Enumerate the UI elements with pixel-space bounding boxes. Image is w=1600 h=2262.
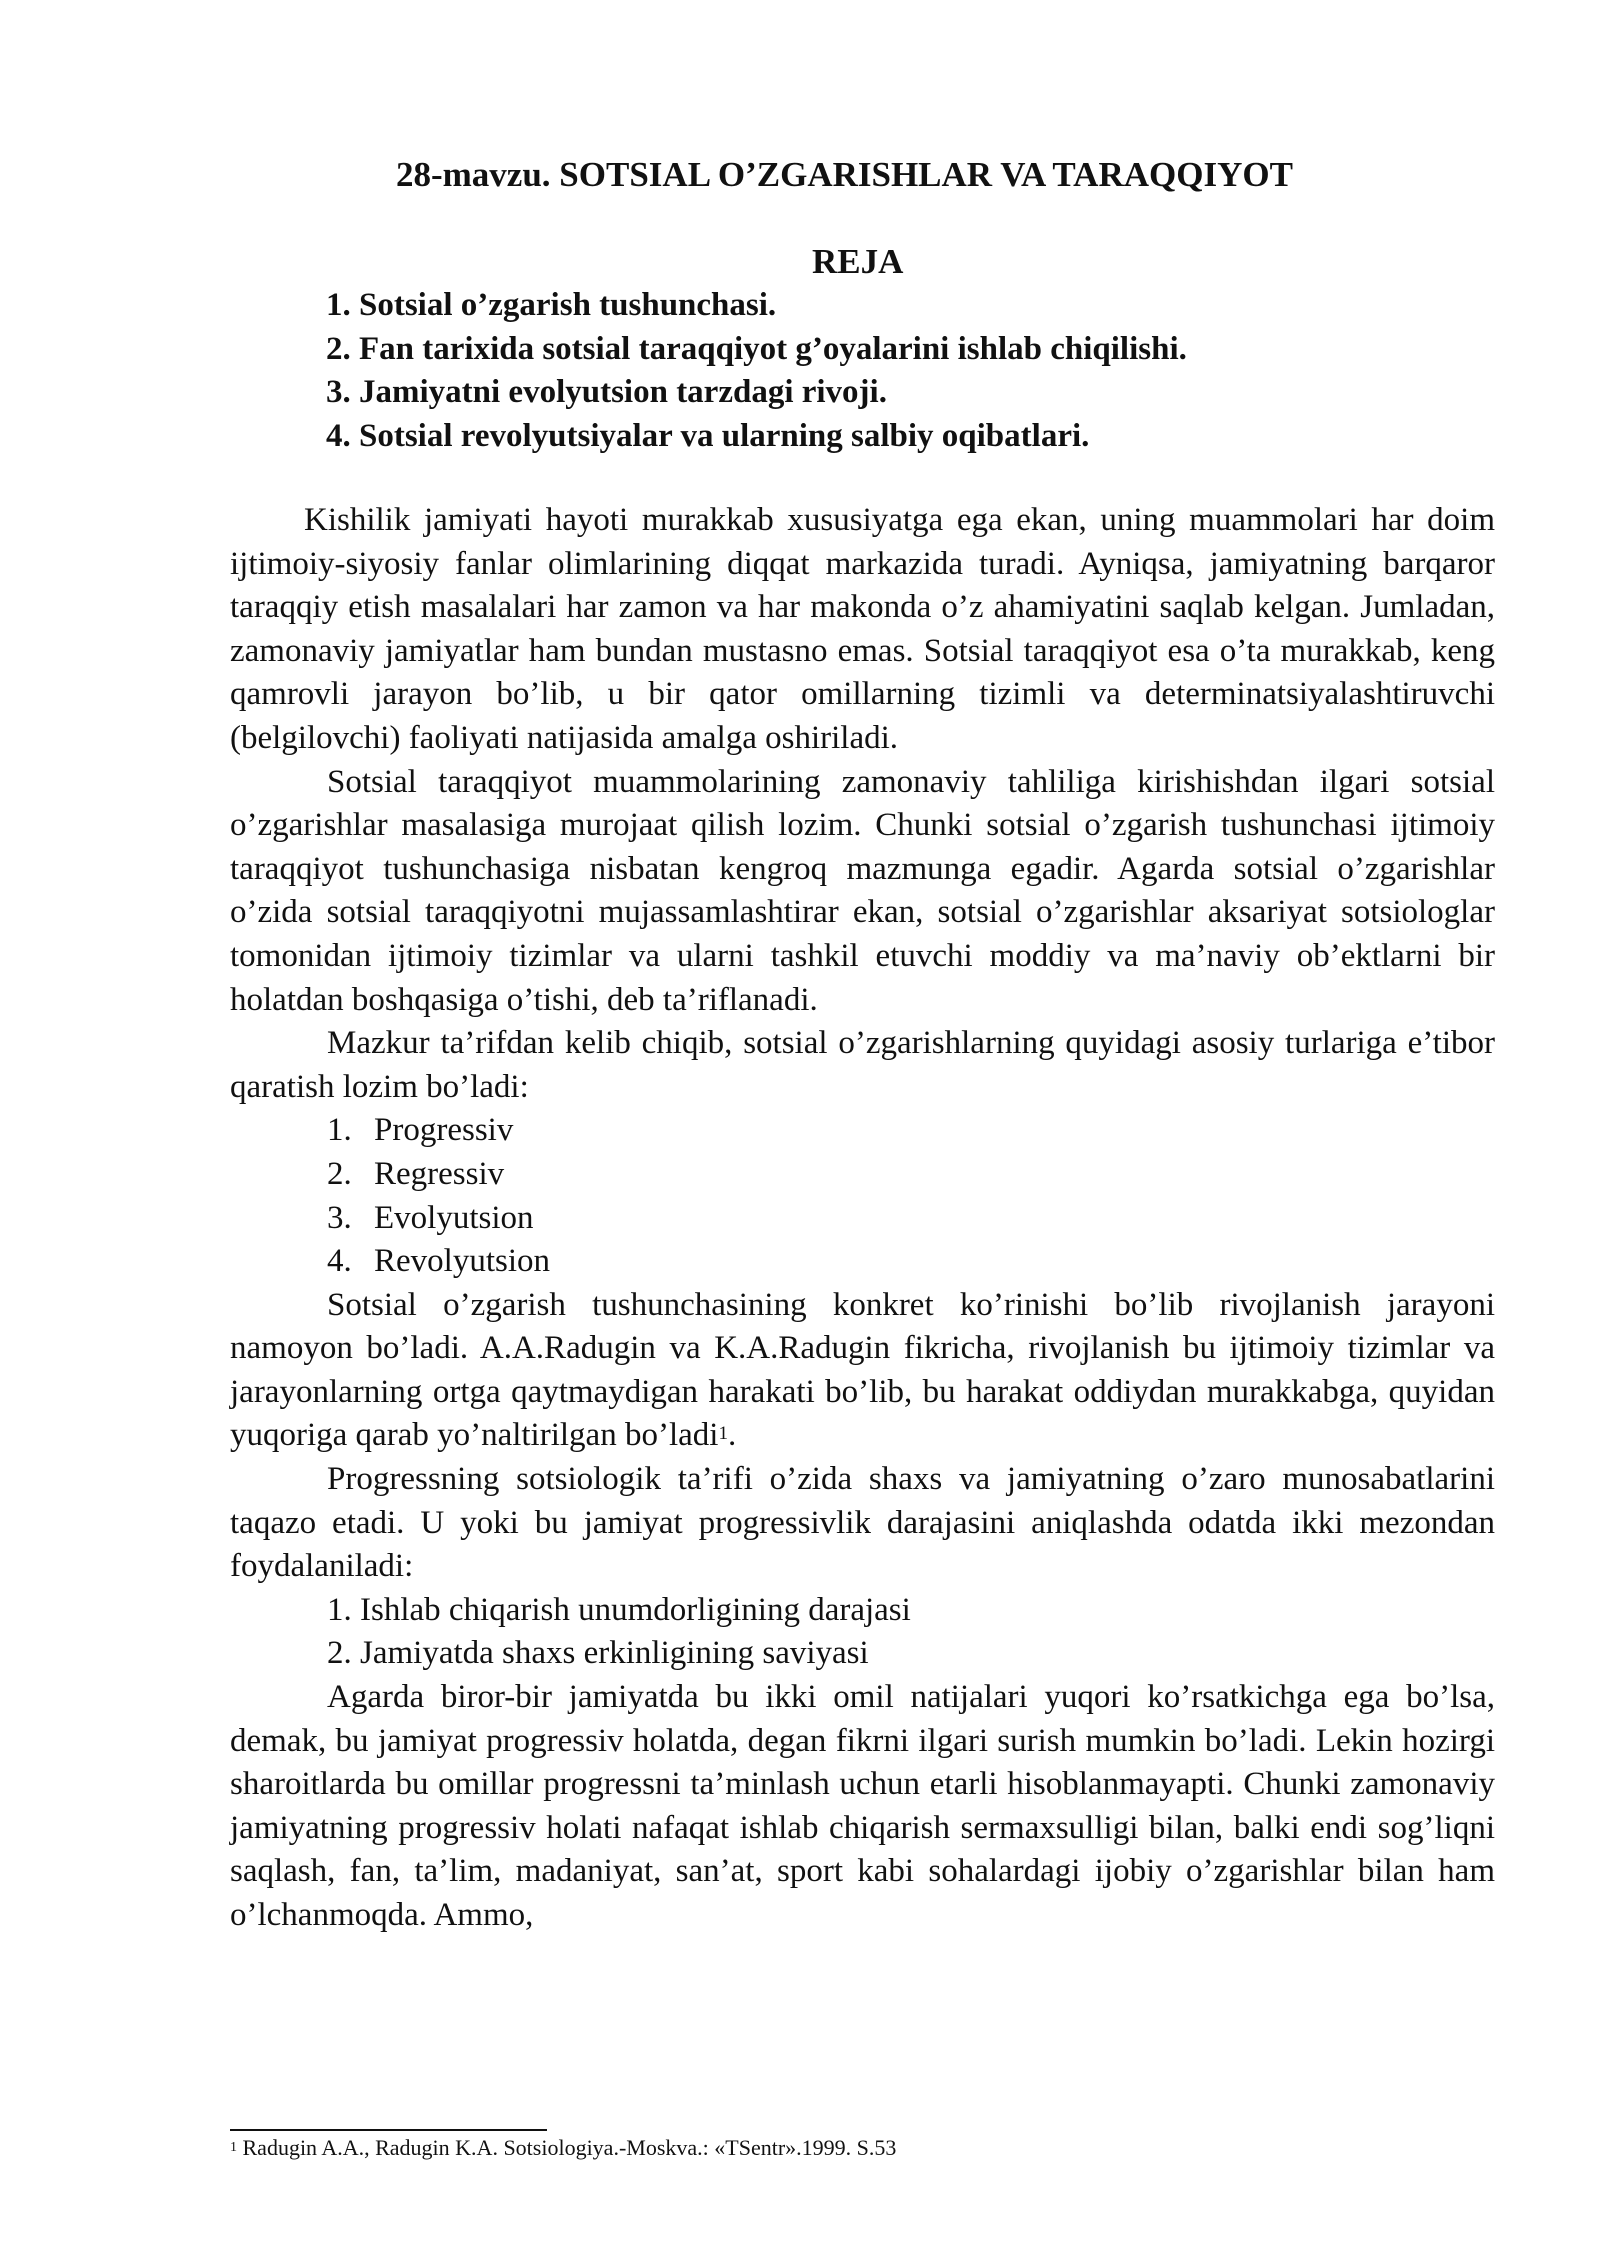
list-item-label: Regressiv (374, 1155, 505, 1192)
footnote-mark: 1 (230, 2140, 237, 2155)
paragraph-development-text: Sotsial o’zgarish tushunchasining konkret ko’rinishi bo’lib rivojlanish jarayoni namoyon bo’ladi. A.A.Radugin va K.A.Radugin fikricha, rivojlanish bu ijtimoiy tizimlar va jarayonlarning ortga qaytmaydigan harakati bo’lib, bu harakat oddiydan murakkabga, quyidan yuqoriga qarab yo’naltirilgan bo’ladi (230, 1286, 1495, 1454)
criteria-item: 1. Ishlab chiqarish unumdorligining darajasi (327, 1591, 911, 1628)
footnote-divider (230, 2129, 547, 2131)
list-item-type (230, 1240, 1495, 1284)
paragraph-progress: Progressning sotsiologik ta’rifi o’zida shaxs va jamiyatning o’zaro munosabatlarini taqazo etadi. U yoki bu jamiyat progressivlik darajasini aniqlashda odatda ikki mezondan foydalaniladi: (230, 1461, 1495, 1585)
footnote-text: Radugin A.A., Radugin K.A. Sotsiologiya.-Moskva.: «TSentr».1999. S.53 (237, 2135, 897, 2160)
list-item-number: 3. (327, 1199, 352, 1236)
plan-list (326, 284, 1187, 458)
sentence-end: . (727, 1417, 737, 1454)
list-item-number: 4. (327, 1243, 352, 1280)
plan-item: 2. Fan tarixida sotsial taraqqiyot g’oyalarini ishlab chiqilishi. (326, 330, 1187, 367)
list-item-label: Progressiv (374, 1112, 514, 1149)
plan-item: 1. Sotsial o’zgarish tushunchasi. (326, 287, 777, 323)
plan-item: 3. Jamiyatni evolyutsion tarzdagi rivoji. (326, 374, 887, 410)
list-item-number: 1. (327, 1112, 352, 1149)
page-title: 28-mavzu. SOTSIAL O’ZGARISHLAR VA TARAQQIYOT (396, 155, 1293, 194)
plan-heading: REJA (812, 242, 904, 281)
paragraph-intro: Kishilik jamiyati hayoti murakkab xususiyatga ega ekan, uning muammolari har doim ijtimoiy-siyosiy fanlar olimlarining diqqat markazida turadi. Ayniqsa, jamiyatning barqaror taraqqiy etish masalalari har zamon va har makonda o’z ahamiyatini saqlab kelgan. Jumladan, zamonaviy jamiyatlar ham bundan mustasno emas. Sotsial taraqqiyot esa o’ta murakkab, keng qamrovli jarayon bo’lib, u bir qator omillarning tizimli va determinatsiyalashtiruvchi (belgilovchi) faoliyati natijasida amalga oshiriladi. (230, 502, 1495, 756)
list-item-label: Evolyutsion (374, 1199, 534, 1236)
list-item-label: Revolyutsion (374, 1243, 551, 1280)
paragraph-social-change: Sotsial taraqqiyot muammolarining zamonaviy tahliliga kirishishdan ilgari sotsial o’zgarishlar masalasiga murojaat qilish lozim. Chunki sotsial o’zgarish tushunchasi ijtimoiy taraqqiyot tushunchasiga nisbatan kengroq mazmunga egadir. Agarda sotsial o’zgarishlar o’zida sotsial taraqqiyotni mujassamlashtirar ekan, sotsial o’zgarishlar aksariyat sotsiologlar tomonidan ijtimoiy tizimlar va ularni tashkil etuvchi moddiy va ma’naviy ob’ektlarni bir holatdan boshqasiga o’tishi, deb ta’riflanadi. (230, 763, 1495, 1018)
list-item-type (230, 1197, 1495, 1241)
footnote (230, 2133, 896, 2163)
paragraph-development (230, 1284, 1495, 1458)
plan-item: 4. Sotsial revolyutsiyalar va ularning salbiy oqibatlari. (326, 417, 1090, 454)
list-item-number: 2. (327, 1155, 352, 1192)
paragraph-conclusion: Agarda biror-bir jamiyatda bu ikki omil natijalari yuqori ko’rsatkichga ega bo’lsa, demak, bu jamiyat progressiv holatda, degan fikrni ilgari surish mumkin bo’ladi. Lekin hozirgi sharoitlarda bu omillar progressni ta’minlash uchun etarli hisoblanmayapti. Chunki zamonaviy jamiyatning progressiv holati nafaqat ishlab chiqarish sermaxsulligi bilan, balki endi sog’liqni saqlash, fan, ta’lim, madaniyat, san’at, sport kabi sohalardagi ijobiy o’zgarishlar bilan ham o’lchanmoqda. Ammo, (230, 1679, 1495, 1933)
list-item-type (230, 1153, 1495, 1197)
paragraph-types-intro: Mazkur ta’rifdan kelib chiqib, sotsial o’zgarishlarning quyidagi asosiy turlariga e’tibor qaratish lozim bo’ladi: (230, 1025, 1495, 1105)
list-item-type (230, 1109, 1495, 1153)
criteria-item: 2. Jamiyatda shaxs erkinligining saviyasi (327, 1635, 869, 1672)
footnote-reference[interactable]: 1 (718, 1423, 728, 1445)
body-text (230, 499, 1495, 1938)
